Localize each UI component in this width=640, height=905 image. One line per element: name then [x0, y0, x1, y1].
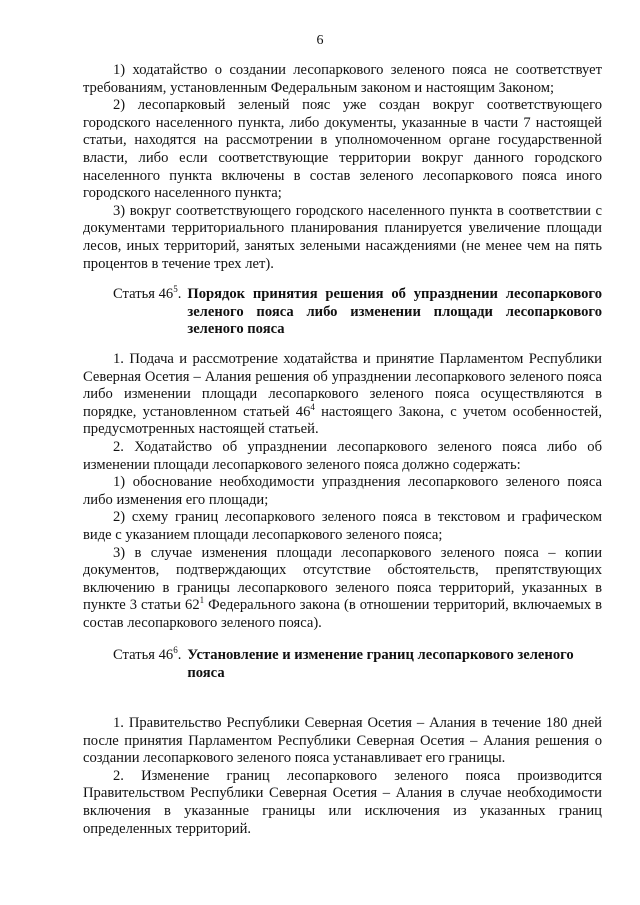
list-item: 3) в случае изменения площади лесопаркового зеленого пояса – копии документов, подтверждающих отсутствие обстоятельств, препятствующих включению в границы лесопаркового зеленого пояса территорий, указанных в пункте 3 статьи $62^1$ Федерального закона (в отношении территорий, включаемых в состав лесопаркового зеленого пояса). — [83, 544, 602, 631]
list-item: 2) схему границ лесопаркового зеленого пояса в текстовом и графическом виде с указанием площади лесопаркового зеленого пояса; — [83, 509, 602, 543]
list-item: 1) ходатайство о создании лесопаркового зеленого пояса не соответствует требованиям, установленным Федеральным законом и настоящим Законом; — [83, 62, 602, 96]
article-46-5-body — [83, 351, 602, 633]
list-item: 3) вокруг соответствующего городского населенного пункта в соответствии с документами территориального планирования планируется увеличение площади лесов, иных территорий, занятых зелеными насаждениями (не менее чем на пять процентов в течение трех лет). — [83, 202, 602, 272]
article-title: Порядок принятия решения об упразднении лесопаркового зеленого пояса либо изменении площади лесопаркового зеленого пояса — [187, 286, 602, 338]
paragraph: 1. Правительство Республики Северная Осетия – Алания в течение 180 дней после принятия Парламентом Республики Северная Осетия – Алания решения о создании лесопаркового зеленого пояса устанавливает его границы. — [83, 715, 602, 767]
reasons-list — [83, 62, 602, 273]
page-number: 6 — [316, 33, 324, 48]
article-heading-46-6 — [113, 647, 602, 682]
article-heading-46-5 — [113, 286, 602, 339]
paragraph: 2. Изменение границ лесопаркового зеленого пояса производится Правительством Республики Северная Осетия – Алания в случае необходимости включения в указанные границы или исключения из указанных границ определенных территорий. — [83, 767, 602, 837]
article-label: Статья $46^5$. — [113, 284, 182, 302]
article-46-6-body — [83, 715, 602, 838]
article-label: Статья $46^6$. — [113, 645, 182, 663]
paragraph: 1. Подача и рассмотрение ходатайства и принятие Парламентом Республики Северная Осетия – Алания решения об упразднении лесопаркового зеленого пояса либо изменении площади лесопаркового зеленого пояса осуществляются в порядке, установленном статьей $46^4$ настоящего Закона, с учетом особенностей, предусмотренных настоящей статьей. — [83, 351, 602, 438]
paragraph: 2. Ходатайство об упразднении лесопаркового зеленого пояса либо об изменении площади лесопаркового зеленого пояса должно содержать: — [83, 438, 602, 473]
list-item: 2) лесопарковый зеленый пояс уже создан вокруг соответствующего городского населенного пункта, либо документы, указанные в части 7 настоящей статьи, находятся на рассмотрении в уполномоченном органе государственной власти, либо если соответствующие территории вокруг данного городского населенного пункта включены в состав зеленого лесопаркового пояса иного городского населенного пункта; — [83, 97, 602, 202]
list-item: 1) обоснование необходимости упразднения лесопаркового зеленого пояса либо изменения его площади; — [83, 474, 602, 508]
article-title: Установление и изменение границ лесопаркового зеленого пояса — [187, 647, 574, 681]
